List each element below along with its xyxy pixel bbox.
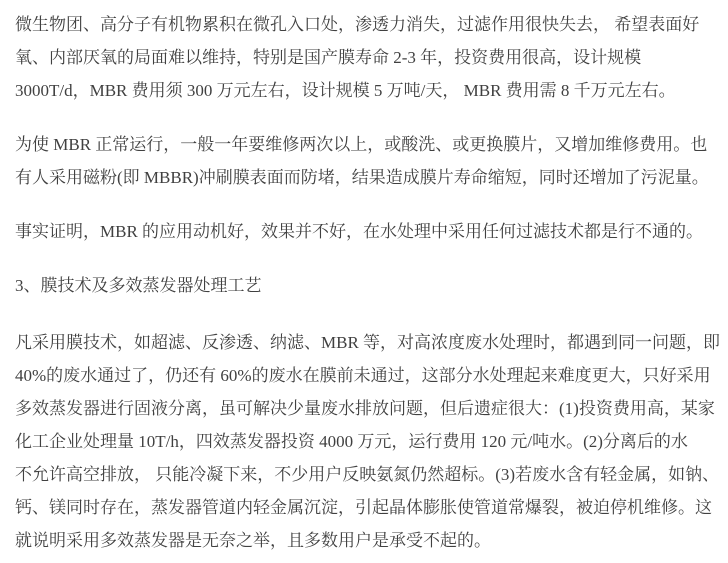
paragraph-mbr-maintenance — [15, 128, 716, 194]
text-line: 为使 MBR 正常运行，一般一年要维修两次以上，或酸洗、或更换膜片，又增加维修费用。也 — [15, 135, 708, 154]
text-line: 微生物团、高分子有机物累积在微孔入口处，渗透力消失，过滤作用很快失去， 希望表面好 — [15, 15, 700, 34]
text-line: 40%的废水通过了，仍还有 60%的废水在膜前未通过，这部分水处理起来难度更大，只好采用 — [15, 366, 711, 385]
paragraph-membrane-evaporator-issues — [15, 326, 721, 557]
text-line: 凡采用膜技术，如超滤、反渗透、纳滤、MBR 等，对高浓度废水处理时，都遇到同一问题，即 — [15, 333, 721, 352]
paragraph-mbr-conclusion — [15, 215, 716, 248]
text-line: 化工企业处理量 10T/h，四效蒸发器投资 4000 万元，运行费用 120 元/吨水。(2)分离后的水 — [15, 432, 688, 451]
section-heading-membrane-evaporator — [15, 269, 716, 302]
heading-text: 3、膜技术及多效蒸发器处理工艺 — [15, 276, 262, 295]
text-line: 就说明采用多效蒸发器是无奈之举，且多数用户是承受不起的。 — [15, 531, 491, 550]
text-line: 钙、镁同时存在，蒸发器管道内轻金属沉淀，引起晶体膨胀使管道常爆裂，被迫停机维修。这 — [15, 498, 712, 517]
text-line: 多效蒸发器进行固液分离，虽可解决少量废水排放问题，但后遗症很大：(1)投资费用高，某家 — [15, 399, 715, 418]
text-line: 3000T/d，MBR 费用须 300 万元左右，设计规模 5 万吨/天， MBR 费用需 8 千万元左右。 — [15, 81, 676, 100]
text-line: 有人采用磁粉(即 MBBR)冲刷膜表面而防堵，结果造成膜片寿命缩短，同时还增加了污泥量。 — [15, 168, 709, 187]
text-line: 事实证明，MBR 的应用动机好，效果并不好，在水处理中采用任何过滤技术都是行不通的。 — [15, 222, 704, 241]
text-line: 不允许高空排放， 只能冷凝下来，不少用户反映氨氮仍然超标。(3)若废水含有轻金属，如钠、 — [15, 465, 720, 484]
paragraph-mbr-fouling — [15, 8, 716, 107]
text-line: 氧、内部厌氧的局面难以维持，特别是国产膜寿命 2-3 年，投资费用很高，设计规模 — [15, 48, 642, 67]
